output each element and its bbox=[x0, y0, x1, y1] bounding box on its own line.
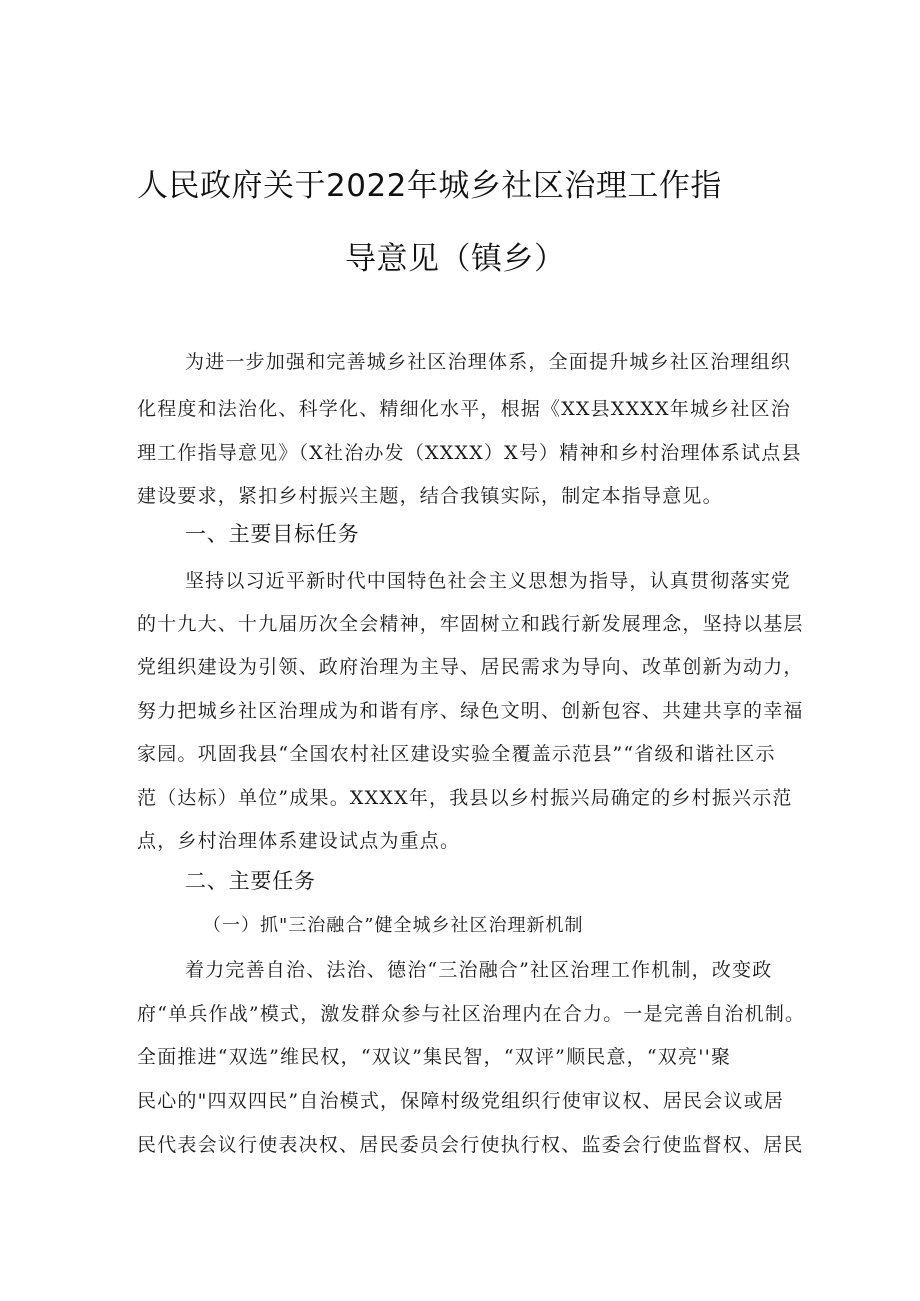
section-1-line-5: 家园。巩固我县“全国农村社区建设实验全覆盖示范县”“省级和谐社区示 bbox=[137, 743, 776, 765]
section-1-line-6: 范（达标）单位”成果。XXXX年，我县以乡村振兴局确定的乡村振兴示范 bbox=[137, 787, 793, 809]
section-1-line-1: 坚持以习近平新时代中国特色社会主义思想为指导，认真贯彻落实党 bbox=[185, 570, 792, 592]
section-2-subheading-1: （一）抓"三治融合”健全城乡社区治理新机制 bbox=[203, 915, 584, 936]
section-1-line-7: 点，乡村治理体系建设试点为重点。 bbox=[137, 830, 461, 852]
intro-line-4: 建设要求，紧扣乡村振兴主题，结合我镇实际，制定本指导意见。 bbox=[137, 485, 723, 507]
section-2-line-2: 府“单兵作战”模式，激发群众参与社区治理内在合力。一是完善自治机制。 bbox=[137, 1003, 806, 1025]
section-1-line-3: 党组织建设为引领、政府治理为主导、居民需求为导向、改革创新为动力， bbox=[137, 656, 804, 678]
section-2-line-4: 民心的"四双四民”自治模式，保障村级党组织行使审议权、居民会议或居 bbox=[137, 1090, 785, 1112]
section-1-line-2: 的十九大、十九届历次全会精神，牢固树立和践行新发展理念，坚持以基层 bbox=[137, 613, 804, 635]
section-2-line-3: 全面推进“双选”维民权，“双议”集民智，“双评”顺民意，“双亮''聚 bbox=[137, 1046, 732, 1068]
section-1-line-4: 努力把城乡社区治理成为和谐有序、绿色文明、创新包容、共建共享的幸福 bbox=[137, 700, 804, 722]
document-title-line-1: 人民政府关于2022年城乡社区治理工作指 bbox=[137, 168, 722, 204]
section-2-heading: 二、主要任务 bbox=[185, 869, 316, 893]
section-2-line-5: 民代表会议行使表决权、居民委员会行使执行权、监委会行使监督权、居民 bbox=[137, 1134, 804, 1156]
intro-line-1: 为进一步加强和完善城乡社区治理体系，全面提升城乡社区治理组织 bbox=[185, 351, 792, 373]
section-1-heading: 一、主要目标任务 bbox=[185, 522, 360, 546]
intro-line-2: 化程度和法治化、科学化、精细化水平，根据《XX县XXXX年城乡社区治 bbox=[137, 398, 791, 420]
intro-line-3: 理工作指导意见》（X社治办发（XXXX）X号）精神和乡村治理体系试点县 bbox=[137, 442, 802, 464]
document-title-line-2: 导意见（镇乡） bbox=[345, 241, 566, 277]
section-2-line-1: 着力完善自治、法治、德治“三治融合”社区治理工作机制，改变政 bbox=[185, 959, 773, 981]
